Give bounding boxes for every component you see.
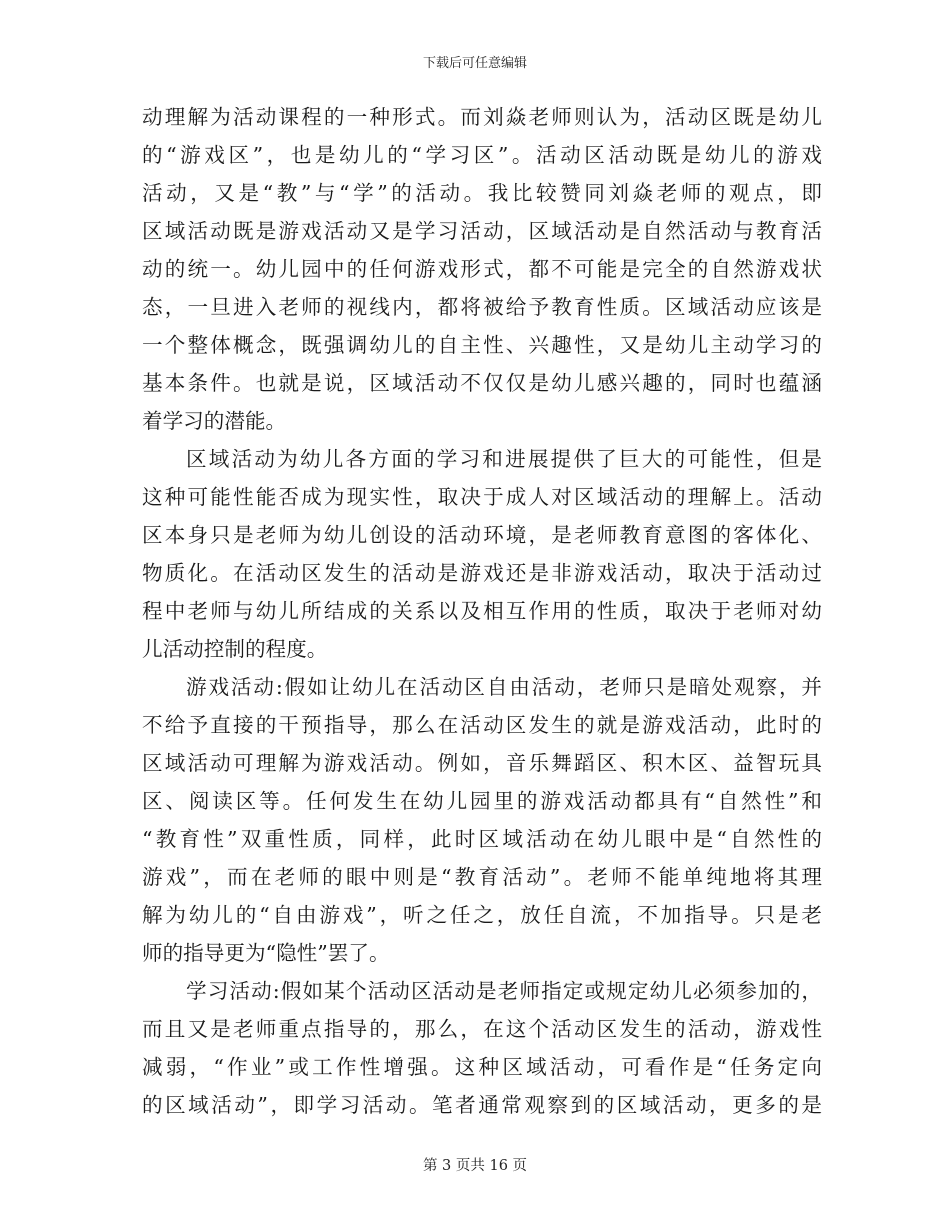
text-line: 游戏”，而在老师的眼中则是“教育活动”。老师不能单纯地将其理	[142, 865, 822, 889]
text-line: 区域活动为幼儿各方面的学习和进展提供了巨大的可能性，但是	[186, 447, 822, 471]
text-line: 游戏活动:假如让幼儿在活动区自由活动，老师只是暗处观察，并	[186, 675, 822, 699]
text-line: 活动，又是“教”与“学”的活动。我比较赞同刘焱老师的观点，即	[142, 181, 822, 205]
text-line: 区域活动既是游戏活动又是学习活动，区域活动是自然活动与教育活	[142, 219, 822, 243]
text-line: 着学习的潜能。	[142, 409, 287, 433]
text-line: 程中老师与幼儿所结成的关系以及相互作用的性质，取决于老师对幼	[142, 599, 822, 623]
text-line: 的区域活动”，即学习活动。笔者通常观察到的区域活动，更多的是	[142, 1093, 822, 1117]
paragraph-3	[142, 668, 822, 972]
text-line: 区域活动可理解为游戏活动。例如，音乐舞蹈区、积木区、益智玩具	[142, 751, 822, 775]
text-line: 物质化。在活动区发生的活动是游戏还是非游戏活动，取决于活动过	[142, 561, 822, 585]
text-line: 的“游戏区”，也是幼儿的“学习区”。活动区活动既是幼儿的游戏	[142, 143, 822, 167]
document-body	[142, 98, 822, 1124]
text-line: 这种可能性能否成为现实性，取决于成人对区域活动的理解上。活动	[142, 485, 822, 509]
text-line: 一个整体概念，既强调幼儿的自主性、兴趣性，又是幼儿主动学习的	[142, 333, 822, 357]
text-line: 动的统一。幼儿园中的任何游戏形式，都不可能是完全的自然游戏状	[142, 257, 822, 281]
text-line: 态，一旦进入老师的视线内，都将被给予教育性质。区域活动应该是	[142, 295, 822, 319]
text-line: 基本条件。也就是说，区域活动不仅仅是幼儿感兴趣的，同时也蕴涵	[142, 371, 822, 395]
page-header: 下载后可任意编辑	[422, 56, 527, 71]
text-line: 儿活动控制的程度。	[142, 637, 328, 661]
paragraph-1	[142, 98, 822, 440]
text-line: 学习活动:假如某个活动区活动是老师指定或规定幼儿必须参加的，	[186, 979, 822, 1003]
text-line: “教育性”双重性质，同样，此时区域活动在幼儿眼中是“自然性的	[142, 827, 822, 851]
text-line: 而且又是老师重点指导的，那么，在这个活动区发生的活动，游戏性	[142, 1017, 822, 1041]
text-line: 师的指导更为“隐性”罢了。	[142, 941, 390, 965]
text-line: 区本身只是老师为幼儿创设的活动环境，是老师教育意图的客体化、	[142, 523, 822, 547]
paragraph-4	[142, 972, 822, 1124]
page-number: 第 3 页共 16 页	[422, 1158, 528, 1174]
text-line: 不给予直接的干预指导，那么在活动区发生的就是游戏活动，此时的	[142, 713, 822, 737]
text-line: 动理解为活动课程的一种形式。而刘焱老师则认为，活动区既是幼儿	[142, 105, 822, 129]
text-line: 减弱，“作业”或工作性增强。这种区域活动，可看作是“任务定向	[142, 1055, 822, 1079]
text-line: 解为幼儿的“自由游戏”，听之任之，放任自流，不加指导。只是老	[142, 903, 822, 927]
text-line: 区、阅读区等。任何发生在幼儿园里的游戏活动都具有“自然性”和	[142, 789, 822, 813]
paragraph-2	[142, 440, 822, 668]
